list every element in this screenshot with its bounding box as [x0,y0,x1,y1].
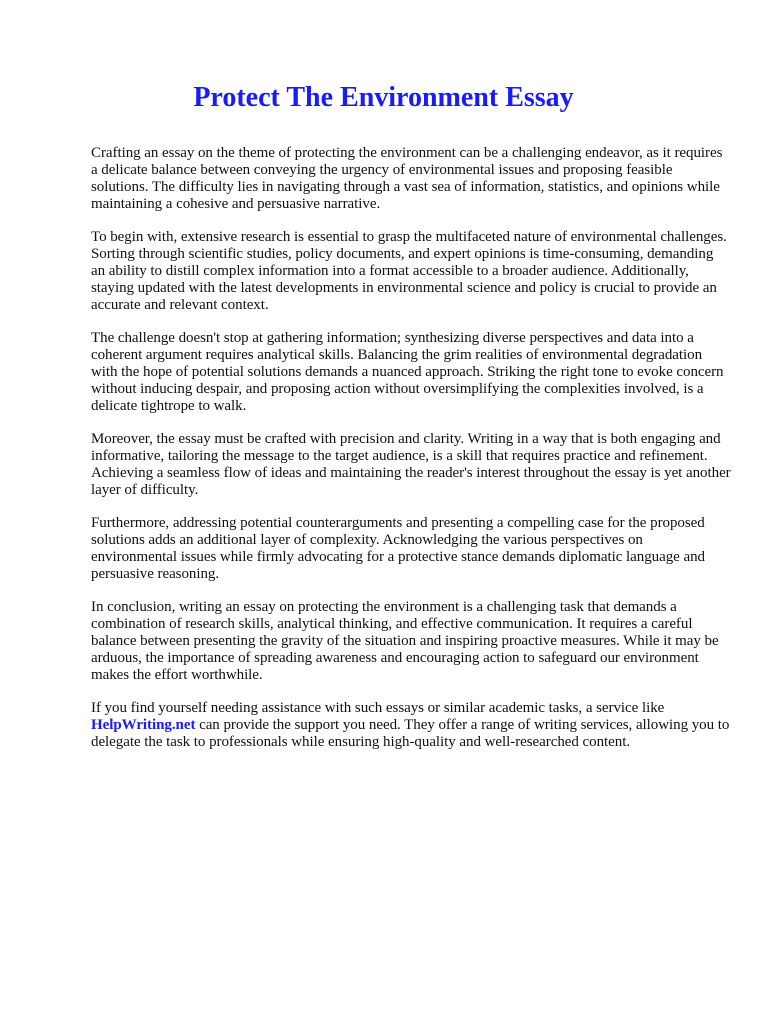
paragraph-conclusion: In conclusion, writing an essay on protecting the environment is a challenging task that demands a combination of research skills, analytical thinking, and effective communication. It requires a careful balance between presenting the gravity of the situation and inspiring proactive measures. While it may be arduous, the importance of spreading awareness and encouraging action to safeguard our environment makes the effort worthwhile. [91,599,719,683]
paragraph-synthesis: The challenge doesn't stop at gathering information; synthesizing diverse perspectives and data into a coherent argument requires analytical skills. Balancing the grim realities of environmental degradation with the hope of potential solutions demands a nuanced approach. Striking the right tone to evoke concern without inducing despair, and proposing action without oversimplifying the complexities involved, is a delicate tightrope to walk. [91,330,724,414]
closing-text-before-link: If you find yourself needing assistance with such essays or similar academic tasks, a service like [91,700,665,716]
paragraph-clarity: Moreover, the essay must be crafted with precision and clarity. Writing in a way that is both engaging and informative, tailoring the message to the target audience, is a skill that requires practice and refinement. Achieving a seamless flow of ideas and maintaining the reader's interest throughout the essay is yet another layer of difficulty. [91,431,731,498]
helpwriting-link[interactable]: HelpWriting.net [91,717,196,733]
paragraph-closing [91,700,731,751]
closing-text-after-link: can provide the support you need. They offer a range of writing services, allowing you to delegate the task to professionals while ensuring high-quality and well-researched content. [91,717,730,750]
paragraph-counterarguments: Furthermore, addressing potential counterarguments and presenting a compelling case for the proposed solutions adds an additional layer of complexity. Acknowledging the various perspectives on environmental issues while firmly advocating for a protective stance demands diplomatic language and persuasive reasoning. [91,515,705,582]
paragraph-research: To begin with, extensive research is essential to grasp the multifaceted nature of environmental challenges. Sorting through scientific studies, policy documents, and expert opinions is time-consuming, demanding an ability to distill complex information into a format accessible to a broader audience. Additionally, staying updated with the latest developments in environmental science and policy is crucial to provide an accurate and relevant context. [91,229,727,313]
paragraph-intro: Crafting an essay on the theme of protecting the environment can be a challenging endeavor, as it requires a delicate balance between conveying the urgency of environmental issues and proposing feasible solutions. The difficulty lies in navigating through a vast sea of information, statistics, and opinions while maintaining a cohesive and persuasive narrative. [91,145,723,212]
essay-body [91,145,731,767]
page-title: Protect The Environment Essay [193,82,574,113]
